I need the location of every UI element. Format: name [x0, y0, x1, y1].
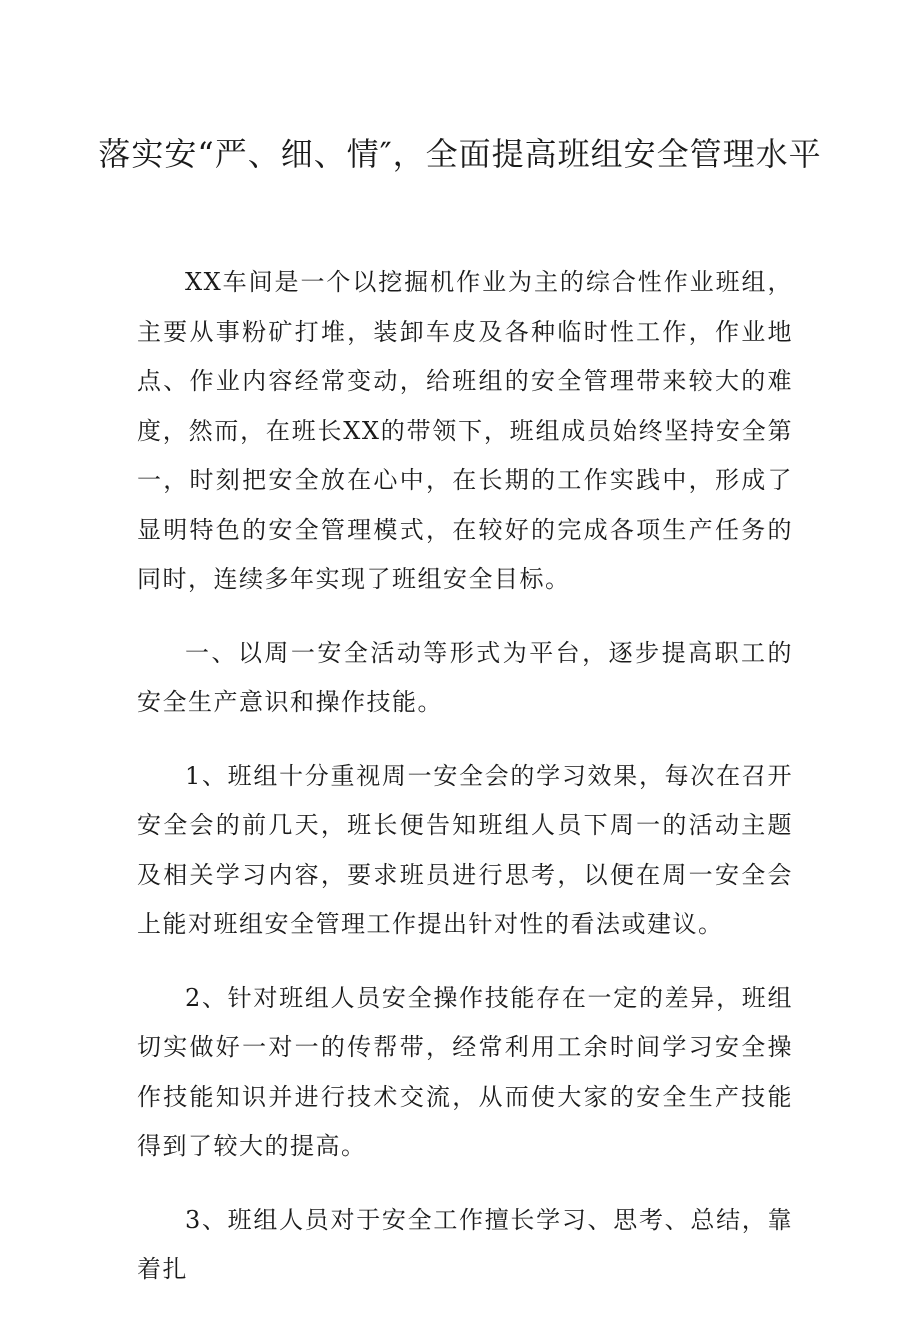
document-body [137, 258, 793, 1319]
paragraph-item-2: 2、针对班组人员安全操作技能存在一定的差异，班组切实做好一对一的传帮带，经常利用工余时间学习安全操作技能知识并进行技术交流，从而使大家的安全生产技能得到了较大的提高。 [137, 983, 793, 1160]
paragraph-section-one-heading: 一、以周一安全活动等形式为平台，逐步提高职工的安全生产意识和操作技能。 [137, 638, 793, 716]
document-title: 落实安“严、细、情″，全面提高班组安全管理水平 [98, 135, 822, 173]
paragraph-item-1: 1、班组十分重视周一安全会的学习效果，每次在召开安全会的前几天，班长便告知班组人员下周一的活动主题及相关学习内容，要求班员进行思考，以便在周一安全会上能对班组安全管理工作提出针对性的看法或建议。 [137, 761, 793, 938]
paragraph-intro: XX车间是一个以挖掘机作业为主的综合性作业班组，主要从事粉矿打堆，装卸车皮及各种临时性工作，作业地点、作业内容经常变动，给班组的安全管理带来较大的难度，然而，在班长XX的带领下，班组成员始终坚持安全第一，时刻把安全放在心中，在长期的工作实践中，形成了显明特色的安全管理模式，在较好的完成各项生产任务的同时，连续多年实现了班组安全目标。 [137, 268, 793, 593]
paragraph-item-3: 3、班组人员对于安全工作擅长学习、思考、总结，靠着扎 [137, 1205, 793, 1283]
